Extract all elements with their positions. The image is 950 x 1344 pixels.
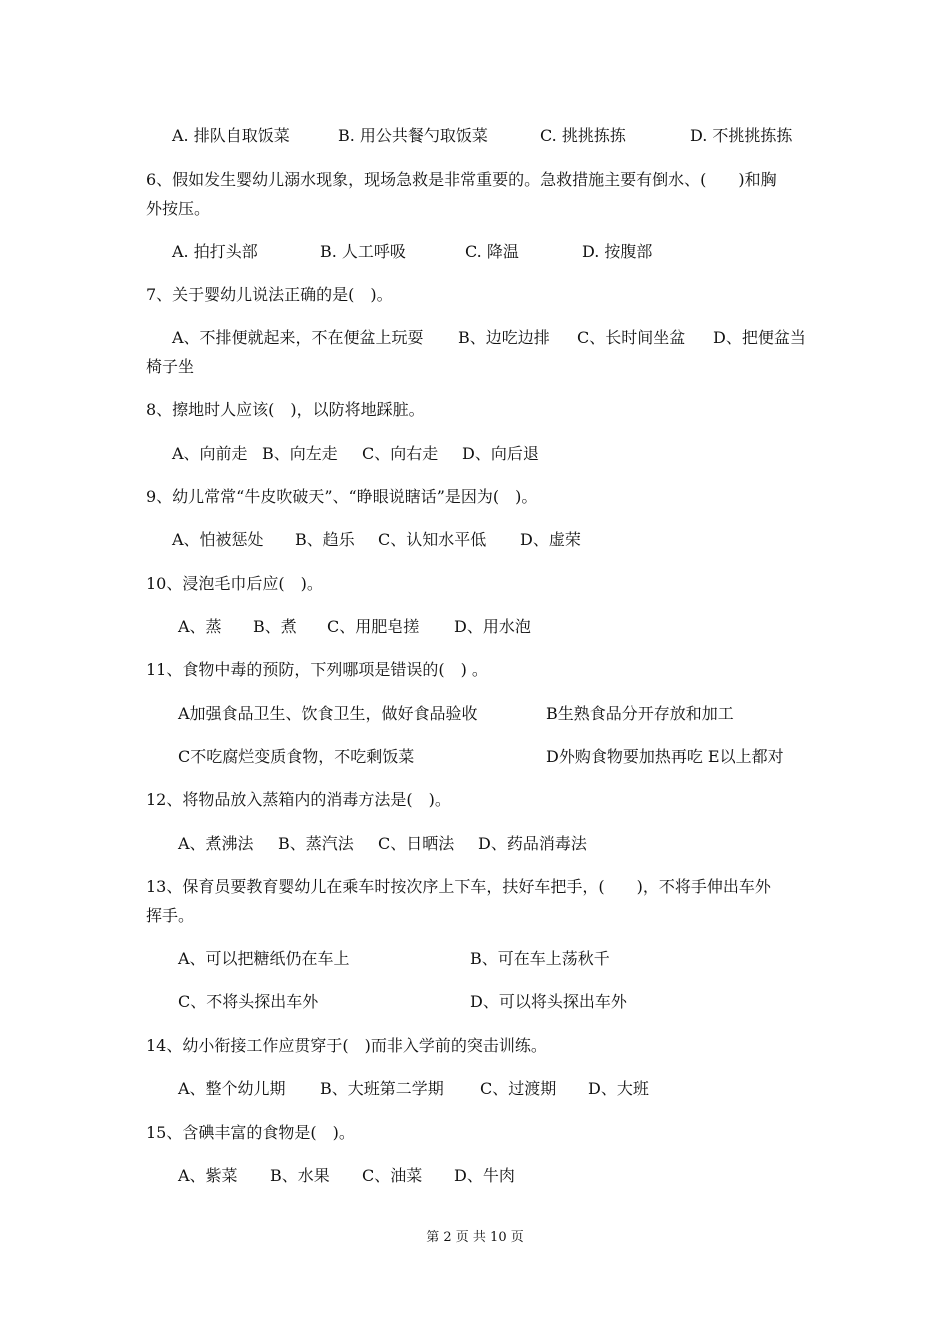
q12-option-c: C、日晒法 <box>378 834 455 853</box>
q8-stem: 8、擦地时人应该( )，以防将地踩脏。 <box>146 400 425 419</box>
q8-option-a: A、向前走 <box>172 444 248 463</box>
q14-option-b: B、大班第二学期 <box>320 1079 444 1098</box>
q14-option-d: D、大班 <box>588 1079 649 1098</box>
q6-stem-line1: 6、假如发生婴幼儿溺水现象，现场急救是非常重要的。急救措施主要有倒水、( )和胸 <box>146 170 777 189</box>
q13-stem-line2: 挥手。 <box>146 906 195 925</box>
q13-stem-line1: 13、保育员要教育婴幼儿在乘车时按次序上下车，扶好车把手，( )，不将手伸出车外 <box>146 877 771 896</box>
q7-option-d-wrap: 椅子坐 <box>146 357 195 376</box>
q10-option-c: C、用肥皂搓 <box>327 617 420 636</box>
q8-option-c: C、向右走 <box>362 444 439 463</box>
q11-option-b: B生熟食品分开存放和加工 <box>546 704 734 723</box>
q15-option-d: D、牛肉 <box>454 1166 515 1185</box>
q12-stem: 12、将物品放入蒸箱内的消毒方法是( )。 <box>146 790 451 809</box>
q6-option-a: A. 拍打头部 <box>172 242 258 261</box>
q5-option-c: C. 挑挑拣拣 <box>540 126 626 145</box>
q9-option-b: B、趋乐 <box>295 530 355 549</box>
q7-option-d: D、把便盆当 <box>713 328 806 347</box>
q11-option-c: C不吃腐烂变质食物，不吃剩饭菜 <box>178 747 415 766</box>
q13-option-a: A、可以把糖纸仍在车上 <box>178 949 350 968</box>
q14-option-a: A、整个幼儿期 <box>178 1079 286 1098</box>
q5-option-b: B. 用公共餐勺取饭菜 <box>338 126 488 145</box>
q12-option-a: A、煮沸法 <box>178 834 254 853</box>
q10-stem: 10、浸泡毛巾后应( )。 <box>146 574 323 593</box>
q6-option-c: C. 降温 <box>465 242 519 261</box>
q11-option-d: D外购食物要加热再吃 E以上都对 <box>546 747 784 766</box>
q9-option-c: C、认知水平低 <box>378 530 487 549</box>
q10-option-a: A、蒸 <box>178 617 222 636</box>
q7-option-c: C、长时间坐盆 <box>577 328 686 347</box>
q7-option-b: B、边吃边排 <box>458 328 550 347</box>
q11-option-a: A加强食品卫生、饮食卫生，做好食品验收 <box>178 704 478 723</box>
q5-option-a: A. 排队自取饭菜 <box>172 126 290 145</box>
q7-stem: 7、关于婴幼儿说法正确的是( )。 <box>146 285 393 304</box>
q6-option-b: B. 人工呼吸 <box>320 242 406 261</box>
q9-stem: 9、幼儿常常“牛皮吹破天”、“睁眼说瞎话”是因为( )。 <box>146 487 538 506</box>
q7-option-a: A、不排便就起来，不在便盆上玩耍 <box>172 328 424 347</box>
q8-option-b: B、向左走 <box>262 444 338 463</box>
q12-option-b: B、蒸汽法 <box>278 834 354 853</box>
q9-option-d: D、虚荣 <box>520 530 581 549</box>
q14-option-c: C、过渡期 <box>480 1079 557 1098</box>
q13-option-b: B、可在车上荡秋千 <box>470 949 610 968</box>
q14-stem: 14、幼小衔接工作应贯穿于( )而非入学前的突击训练。 <box>146 1036 547 1055</box>
q15-option-b: B、水果 <box>270 1166 330 1185</box>
q10-option-b: B、煮 <box>253 617 297 636</box>
q8-option-d: D、向后退 <box>462 444 539 463</box>
q9-option-a: A、怕被惩处 <box>172 530 264 549</box>
q10-option-d: D、用水泡 <box>454 617 531 636</box>
page-footer: 第 2 页 共 10 页 <box>426 1230 524 1245</box>
q6-option-d: D. 按腹部 <box>582 242 653 261</box>
q15-stem: 15、含碘丰富的食物是( )。 <box>146 1123 355 1142</box>
q15-option-a: A、紫菜 <box>178 1166 238 1185</box>
q11-stem: 11、食物中毒的预防，下列哪项是错误的( ) 。 <box>146 660 488 679</box>
q5-option-d: D. 不挑挑拣拣 <box>690 126 793 145</box>
q13-option-d: D、可以将头探出车外 <box>470 992 627 1011</box>
q13-option-c: C、不将头探出车外 <box>178 992 319 1011</box>
q12-option-d: D、药品消毒法 <box>478 834 587 853</box>
q15-option-c: C、油菜 <box>362 1166 423 1185</box>
q6-stem-line2: 外按压。 <box>146 199 211 218</box>
